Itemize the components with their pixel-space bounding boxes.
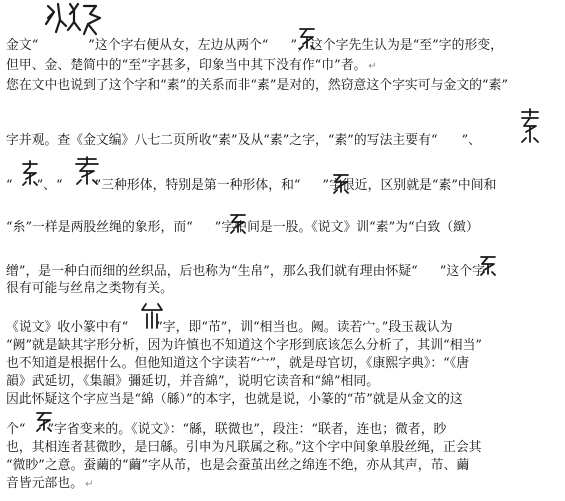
- text-line: [6, 372, 559, 391]
- paragraph-mark: ↵: [85, 479, 94, 490]
- text-line: [6, 420, 559, 439]
- text-line: [6, 474, 559, 493]
- ancient-character-glyph-si: [331, 172, 351, 194]
- text-span: ”这个字右便从女，左边从两个“: [88, 38, 269, 53]
- text-span: “微眇”之意。蚕繭的“繭”字从芇，也是会蚕茧出丝之绵连不绝，亦从其声，芇、繭: [6, 458, 470, 473]
- text-span: “: [6, 178, 13, 193]
- text-line: [6, 438, 559, 457]
- text-line: [6, 176, 559, 195]
- text-span: 金文“: [6, 38, 39, 53]
- text-line: [6, 318, 559, 337]
- ancient-character-glyph-si: [34, 410, 54, 432]
- text-span: ”这个字: [439, 264, 485, 279]
- text-span: “阙”就是缺其字形分析，因为许慎也不知道这个字形到底该怎么分析了，其训“相当”: [6, 338, 483, 353]
- paragraph-mark: ↵: [368, 61, 377, 72]
- text-line: [6, 36, 559, 55]
- text-span: 韻》武延切，《集韻》彌延切，并音綿”，说明它读音和“綿”相同。: [6, 374, 380, 389]
- text-line: [6, 131, 559, 150]
- text-span: “糸”一样是两股丝绳的象形，而“: [6, 220, 193, 235]
- text-line: [6, 456, 559, 475]
- text-span: 您在文中也说到了这个字和“素”的关系而非“素”是对的，然窃意这个字实可与金文的“素”: [6, 78, 509, 93]
- text-span: ”、: [461, 133, 482, 148]
- text-span: 但甲、金、楚简中的“至”字甚多，印象当中其下没有作“巾”者。: [6, 58, 367, 73]
- text-span: 因此怀疑这个字应当是“綿（緜）”的本字，也就是说，小篆的“芇”就是从金文的这: [6, 392, 463, 407]
- text-span: 个“: [6, 422, 26, 437]
- text-span: ”字中间是一股。《说文》训“素”为“白致（緻）: [214, 220, 479, 235]
- ancient-character-glyph-main: [44, 0, 104, 38]
- text-span: 很有可能与丝帛之类物有关。: [6, 281, 174, 296]
- text-span: 缯”，是一种白而细的丝织品，后也称为“生帛”，那么我们就有理由怀疑“: [6, 264, 418, 279]
- ancient-character-glyph-si: [296, 26, 318, 50]
- text-span: 音皆元部也。: [6, 476, 84, 491]
- text-span: ”字省变来的。《说文》：“緜，联微也”，段注：“联者，连也；微者，眇: [47, 422, 447, 437]
- text-span: ”字，即“芇”，训“相当也。阙。读若宀。”段玉裁认为: [156, 320, 453, 335]
- text-line: [6, 336, 559, 355]
- text-span: ”字很近，区别就是“素”中间和: [322, 178, 497, 193]
- text-span: 也不知道是根据什么。但他知道这个字读若“宀”，就是母官切，《康熙字典》：“《唐: [6, 356, 470, 371]
- text-line: [6, 56, 559, 75]
- text-span: 字并观。查《金文编》八七二页所收“素”及从“素”之字，“素”的写法主要有“: [6, 133, 438, 148]
- ancient-character-glyph-si: [228, 212, 248, 234]
- text-span: ”，这个字先生认为是“至”字的形变，: [290, 38, 503, 53]
- ancient-character-glyph-si: [478, 254, 498, 276]
- text-span: ”、“: [36, 178, 63, 193]
- text-span: 《说文》收小篆中有“: [6, 320, 129, 335]
- text-line: [6, 76, 559, 95]
- text-line: [6, 279, 559, 298]
- text-line: [6, 354, 559, 373]
- text-span: ”三种形体，特别是第一种形体，和“: [94, 178, 301, 193]
- text-line: [6, 218, 559, 237]
- text-line: [6, 390, 559, 409]
- text-span: 也，其相连者甚微眇，是曰緜。引申为凡联属之称。”这个字中间象单股丝绳，正会其: [6, 440, 482, 455]
